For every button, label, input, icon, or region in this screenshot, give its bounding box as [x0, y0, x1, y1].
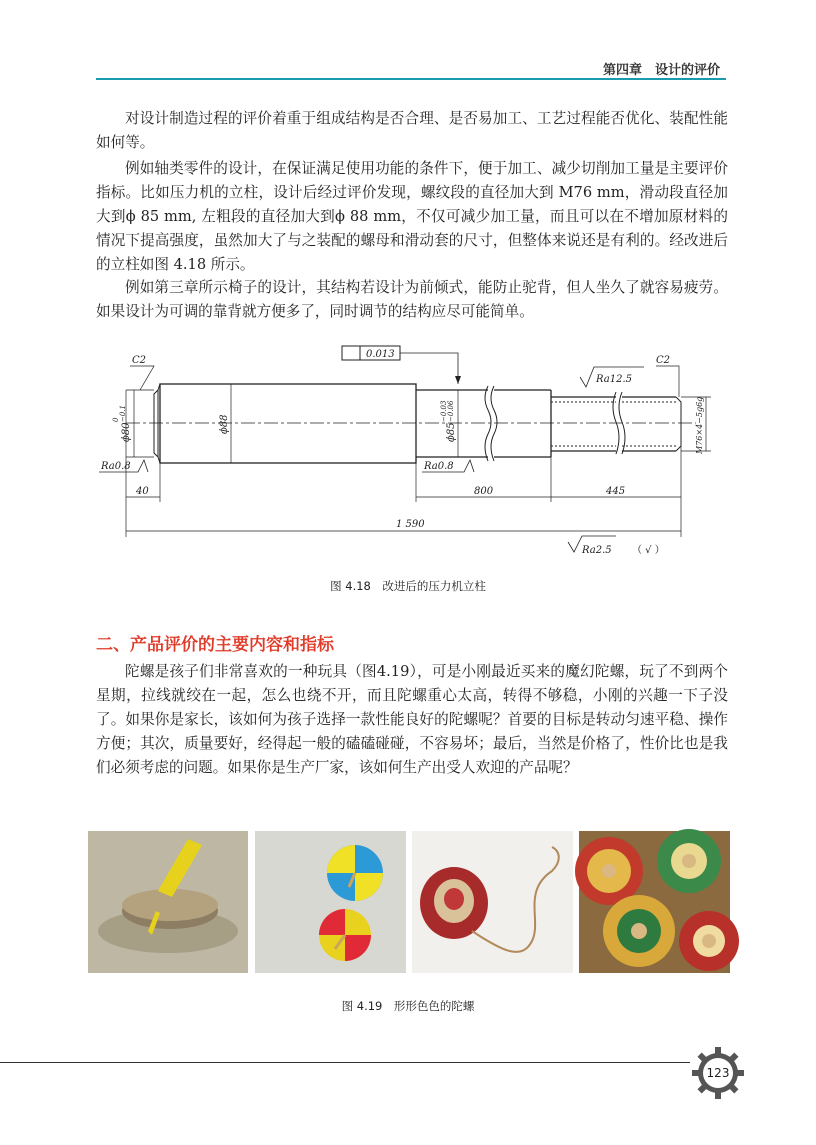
- chapter-header: 第四章 设计的评价: [602, 63, 720, 78]
- diameter-main-label: ϕ88: [219, 414, 230, 434]
- paragraph-2: 例如轴类零件的设计，在保证满足使用功能的条件下，便于加工、减少切削加工量是主要评价指标。比如压力机的立柱，设计后经过评价发现，螺纹段的直径加大到 M76 mm，滑动段直径加大到ϕ 85 mm, 左粗段的直径加大到ϕ 88 mm，不仅可减少加工量，而且可以在不增加原材料的情况下提高强度，虽然加大了与之装配的螺母和滑动套的尺寸，但整体来说还是有利的。经改进后的立柱如图 4.18 所示。: [96, 160, 728, 273]
- chamfer-right-label: C2: [656, 355, 671, 366]
- header-rule: [96, 78, 726, 80]
- length-left-label: 40: [136, 486, 149, 497]
- paragraph-1: 对设计制造过程的评价着重于组成结构是否合理、是否易加工、工艺过程能否优化、装配性能如何等。: [96, 110, 728, 151]
- diameter-mid-tol-top: −0.03: [440, 400, 448, 422]
- length-mid-label: 800: [474, 486, 494, 497]
- roughness-general-label: Ra2.5: [582, 545, 612, 556]
- tolerance-value: 0.013: [366, 349, 395, 360]
- footer-rule: [0, 1062, 690, 1063]
- figure-419-caption: 图 4.19 形形色色的陀螺: [341, 999, 475, 1013]
- wooden-tops-photo: [579, 831, 730, 973]
- diameter-mid-label: ϕ85: [446, 422, 457, 442]
- shaft-drawing: [96, 342, 704, 572]
- color-disc-tops-photo: [255, 831, 406, 973]
- paragraph-3: 例如第三章所示椅子的设计，其结构若设计为前倾式，能防止驼背，但人坐久了就容易疲劳。如果设计为可调的靠背就方便多了，同时调节的结构应尽可能简单。: [96, 279, 728, 320]
- roughness-left-label: Ra0.8: [101, 461, 131, 472]
- diameter-left-tol-bottom: −0.1: [119, 405, 127, 422]
- diameter-left-label: ϕ80: [121, 422, 132, 442]
- section-title: 二、产品评价的主要内容和指标: [96, 635, 334, 655]
- diameter-mid-tol-bottom: −0.06: [447, 400, 455, 422]
- roughness-mid-label: Ra0.8: [424, 461, 454, 472]
- page-number: 123: [706, 1066, 730, 1080]
- string-top-photo: [412, 831, 573, 973]
- length-right-label: 445: [606, 486, 626, 497]
- length-total-label: 1 590: [396, 519, 425, 530]
- roughness-general-paren: （ √ ）: [632, 545, 665, 556]
- roughness-thread-label: Ra12.5: [596, 374, 632, 385]
- section-paragraph: 陀螺是孩子们非常喜欢的一种玩具（图4.19），可是小刚最近买来的魔幻陀螺，玩了不到两个星期，拉线就绞在一起，怎么也绕不开，而且陀螺重心太高，转得不够稳，小刚的兴趣一下子没了。如果你是家长，该如何为孩子选择一款性能良好的陀螺呢？首要的目标是转动匀速平稳、操作方便；其次，质量要好，经得起一般的磕磕碰碰，不容易坏；最后，当然是价格了，性价比也是我们必须考虑的问题。如果你是生产厂家，该如何生产出受人欢迎的产品呢？: [96, 663, 728, 776]
- figure-418-caption: 图 4.18 改进后的压力机立柱: [330, 579, 486, 593]
- cardboard-top-photo: [88, 831, 248, 973]
- thread-label: M76×4−5g6g: [695, 396, 704, 454]
- diameter-left-tol-top: 0: [112, 417, 120, 422]
- chamfer-left-label: C2: [132, 355, 147, 366]
